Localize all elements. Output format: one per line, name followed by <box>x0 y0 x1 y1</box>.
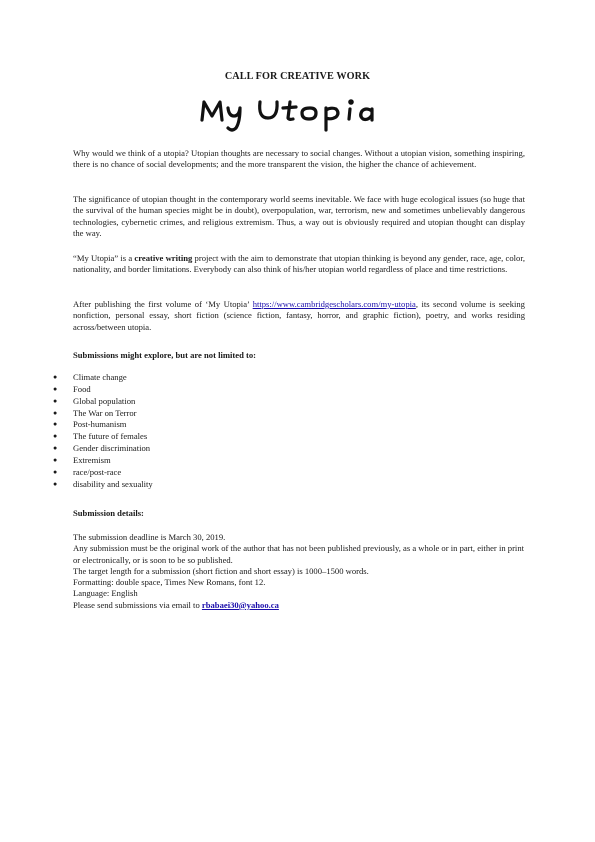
bullet-icon: ● <box>53 455 58 464</box>
bullet-icon: ● <box>53 432 58 441</box>
bullet-icon: ● <box>53 467 58 476</box>
list-item <box>0 419 595 431</box>
list-item <box>0 455 595 467</box>
topic-label: The War on Terror <box>73 407 137 418</box>
project-text-pre: “My Utopia” is a <box>73 253 135 263</box>
email-prefix: Please send submissions via email to <box>73 599 202 610</box>
volume-text-pre: After publishing the first volume of ‘My Utopia’ <box>73 299 253 309</box>
volume-text-post: , its second volume is seeking nonfiction, personal essay, short fiction (science fiction, fantasy, horror, and graphic fiction), poetry, and works residing across/between utopia. <box>73 299 525 332</box>
topic-label: Post-humanism <box>73 419 127 430</box>
topic-label: Gender discrimination <box>73 443 151 454</box>
paragraph-significance: The significance of utopian thought in the contemporary world seems inevitable. We face with huge ecological issues (so huge that the survival of the human species might be in doubt), overpopulation, war, terrorism, new and sometimes unbelievably dangerous technologies, cybernetic crimes, and religious extremism. Thus, a way out is obviously required and utopian thought can display the way. <box>73 194 525 238</box>
email-link[interactable]: rbabaei30@yahoo.ca <box>201 599 279 610</box>
bullet-icon: ● <box>53 384 58 393</box>
list-item <box>0 467 595 479</box>
topic-label: Climate change <box>73 372 127 382</box>
bullet-icon: ● <box>53 408 58 417</box>
bullet-icon: ● <box>53 444 58 453</box>
submission-details <box>73 532 533 611</box>
bullet-icon: ● <box>53 479 58 488</box>
bullet-icon: ● <box>53 373 58 381</box>
bullet-icon: ● <box>53 420 58 429</box>
topic-label: Food <box>73 383 91 394</box>
topic-label: The future of females <box>73 431 148 442</box>
list-item <box>0 408 595 420</box>
list-item <box>0 479 595 491</box>
topic-label: Global population <box>73 395 136 406</box>
topics-heading: Submissions might explore, but are not limited to: <box>73 350 257 360</box>
paragraph-project <box>73 253 525 276</box>
topic-label: Extremism <box>73 454 111 465</box>
language-text: Language: English <box>73 588 138 599</box>
topic-label: race/post-race <box>73 466 122 477</box>
publisher-link[interactable]: https://www.cambridgescholars.com/my-utopia <box>252 299 416 309</box>
paragraph-intro: Why would we think of a utopia? Utopian thoughts are necessary to social changes. Without a utopian vision, something inspiring, there is no chance of social developments; and the more transparent the vision, the higher the chance of achievement. <box>73 148 525 170</box>
list-item <box>0 372 595 384</box>
details-heading: Submission details: <box>73 508 144 518</box>
my-utopia-logo <box>198 96 420 134</box>
list-item <box>0 443 595 455</box>
paragraph-volume <box>73 299 525 333</box>
formatting-text: Formatting: double space, Times New Romans, font 12. <box>73 577 266 588</box>
list-item <box>0 431 595 443</box>
deadline-text: The submission deadline is March 30, 2019. <box>73 532 226 542</box>
originality-text: Any submission must be the original work of the author that has not been published previously, as a whole or in part, either in print or electronically, or is soon to be so published. <box>73 543 525 565</box>
email-line <box>73 600 533 611</box>
page-title: CALL FOR CREATIVE WORK <box>224 71 371 82</box>
list-item <box>0 396 595 408</box>
list-item <box>0 384 595 396</box>
length-text: The target length for a submission (short fiction and short essay) is 1000–1500 words. <box>73 565 369 576</box>
topics-list <box>0 372 595 490</box>
project-text-post: project with the aim to demonstrate that utopian thinking is beyond any gender, race, age, color, nationality, and border limitations. Everybody can also think of his/her utopian world regardless of place and time restrictions. <box>73 253 525 275</box>
bullet-icon: ● <box>53 396 58 405</box>
topic-label: disability and sexuality <box>73 478 153 489</box>
creative-writing-emphasis: creative writing <box>134 253 193 263</box>
